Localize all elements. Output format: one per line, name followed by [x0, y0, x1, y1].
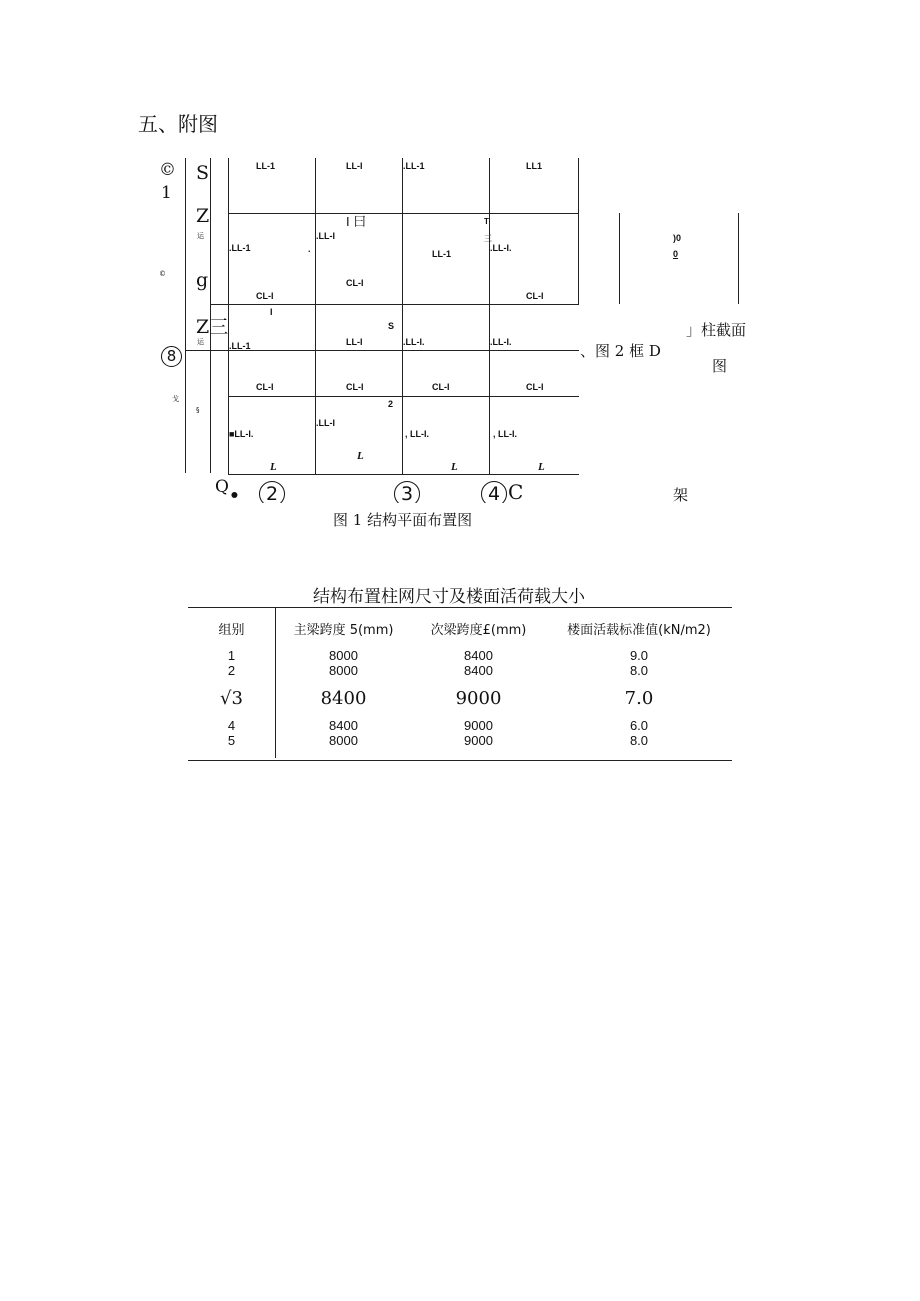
beam-label: CL-I — [526, 291, 544, 301]
beam-label — [432, 303, 450, 304]
table-cell: 8.0 — [629, 733, 649, 748]
span-label: L — [451, 461, 458, 473]
beam-label: .LL-I. — [403, 337, 425, 347]
beam-label: .LL-I. — [490, 243, 512, 253]
table-cell: √3 — [188, 678, 276, 718]
beam-label: .LL-1 — [403, 161, 425, 171]
table-row — [188, 733, 732, 758]
beam-label: .LL-I — [316, 418, 335, 428]
axis-dot: • — [229, 486, 240, 506]
beam-label: LL-I — [346, 161, 363, 171]
beam-label: CL-I — [526, 382, 544, 392]
table-cell: 8400 — [320, 687, 367, 709]
figure-1-caption: 图 1 结构平面布置图 — [333, 511, 473, 529]
axis-bubble-3: 3 — [394, 481, 420, 503]
stray-mark: I — [270, 307, 273, 317]
table-cell: 8400 — [329, 718, 358, 733]
axis-bubble-2: 2 — [259, 481, 285, 503]
axis-bubble-8: 8 — [161, 346, 182, 367]
table-cell: 8400 — [464, 648, 493, 663]
beam-label: .LL-1 — [229, 341, 251, 351]
stray-mark: 三 — [484, 234, 492, 243]
table-cell: 8.0 — [629, 663, 649, 678]
beam-label: ■LL-I. — [229, 429, 254, 439]
axis-letter: S — [196, 162, 210, 184]
beam-label: CL-I — [432, 382, 450, 392]
column-section-title: 」柱截面 — [686, 321, 747, 339]
table-cell: 4 — [188, 718, 276, 733]
axis-mark: § — [196, 406, 200, 414]
grid-row-4 — [228, 396, 579, 397]
header-main-beam: 主梁跨度 5(mm) — [293, 622, 394, 638]
stray-mark: S — [388, 321, 395, 331]
beam-label: , LL-I. — [493, 429, 517, 439]
axis-letter-c: C — [508, 480, 524, 503]
table-row — [188, 648, 732, 663]
beam-label: CL-I — [256, 382, 274, 392]
grid-col-5 — [578, 158, 579, 304]
table-cell: 2 — [188, 663, 276, 678]
grid-row-2 — [210, 304, 579, 305]
frame-line-left — [619, 213, 620, 304]
frame-mark: 0 — [673, 249, 679, 259]
table-cell: 7.0 — [624, 687, 654, 709]
table-cell: 5 — [188, 733, 276, 758]
grid-col-4 — [489, 158, 490, 474]
table-cell: 9000 — [464, 733, 493, 748]
beam-label: LL1 — [526, 161, 543, 171]
table-cell: 9.0 — [629, 648, 649, 663]
table-cell: 9000 — [455, 687, 502, 709]
axis-letter: Z三 — [196, 316, 229, 338]
table-cell: 8400 — [464, 663, 493, 678]
axis-line-outer — [185, 158, 186, 473]
stray-mark: I 曰 — [346, 214, 367, 229]
beam-label: CL-I — [346, 278, 364, 288]
span-label: L — [270, 461, 277, 473]
table-row — [188, 678, 732, 718]
load-table — [188, 608, 732, 758]
axis-letter: g — [196, 269, 209, 291]
figure-2-title: 、图 2 框 D — [580, 342, 661, 360]
axis-symbol-copyright: © — [159, 160, 176, 180]
beam-label: LL-1 — [432, 249, 451, 259]
axis-mark: 戈 — [172, 395, 179, 403]
axis-mark: © — [159, 270, 166, 278]
frame-mark: )0 — [673, 233, 682, 243]
beam-label: CL-I — [256, 291, 274, 301]
axis-number: 1 — [161, 183, 172, 203]
beam-label: LL-I — [346, 337, 363, 347]
table-bottom-rule — [188, 760, 732, 761]
beam-label: LL-1 — [256, 161, 275, 171]
table-title: 结构布置柱网尺寸及楼面活荷载大小 — [313, 587, 585, 607]
axis-letter: Z — [196, 205, 210, 227]
table-row — [188, 718, 732, 733]
table-cell: 1 — [188, 648, 276, 663]
axis-bubble-4: 4 — [481, 481, 507, 503]
grid-row-bottom — [228, 474, 579, 475]
section-heading: 五、附图 — [138, 112, 218, 136]
table-row — [188, 663, 732, 678]
beam-label: CL-I — [346, 382, 364, 392]
stray-mark: T — [484, 217, 489, 226]
axis-letter-q: Q — [215, 477, 229, 497]
beam-label: .LL-I. — [490, 337, 512, 347]
frame-label: 架 — [673, 486, 689, 504]
table-cell: 8000 — [329, 663, 358, 678]
stray-mark: . — [308, 244, 311, 254]
grid-row-1 — [228, 213, 579, 214]
table-cell: 9000 — [464, 718, 493, 733]
frame-line-right — [738, 213, 739, 304]
axis-mark: 运 — [197, 338, 204, 346]
axis-mark: 运 — [197, 232, 204, 240]
header-live-load: 楼面活载标准值(kN∕m2) — [567, 622, 711, 638]
header-group: 组别 — [188, 608, 276, 648]
span-label: L — [538, 461, 545, 473]
stray-mark: 2 — [388, 399, 394, 409]
table-cell: 8000 — [329, 733, 358, 748]
beam-label: .LL-I — [316, 231, 335, 241]
table-header-row — [188, 608, 732, 648]
table-cell: 8000 — [329, 648, 358, 663]
column-section-title-2: 图 — [712, 357, 728, 375]
span-label: L — [357, 450, 364, 462]
beam-label: .LL-1 — [229, 243, 251, 253]
grid-col-3 — [402, 158, 403, 474]
table-cell: 6.0 — [629, 718, 649, 733]
header-secondary-beam: 次梁跨度£(mm) — [430, 622, 527, 638]
beam-label: , LL-I. — [405, 429, 429, 439]
